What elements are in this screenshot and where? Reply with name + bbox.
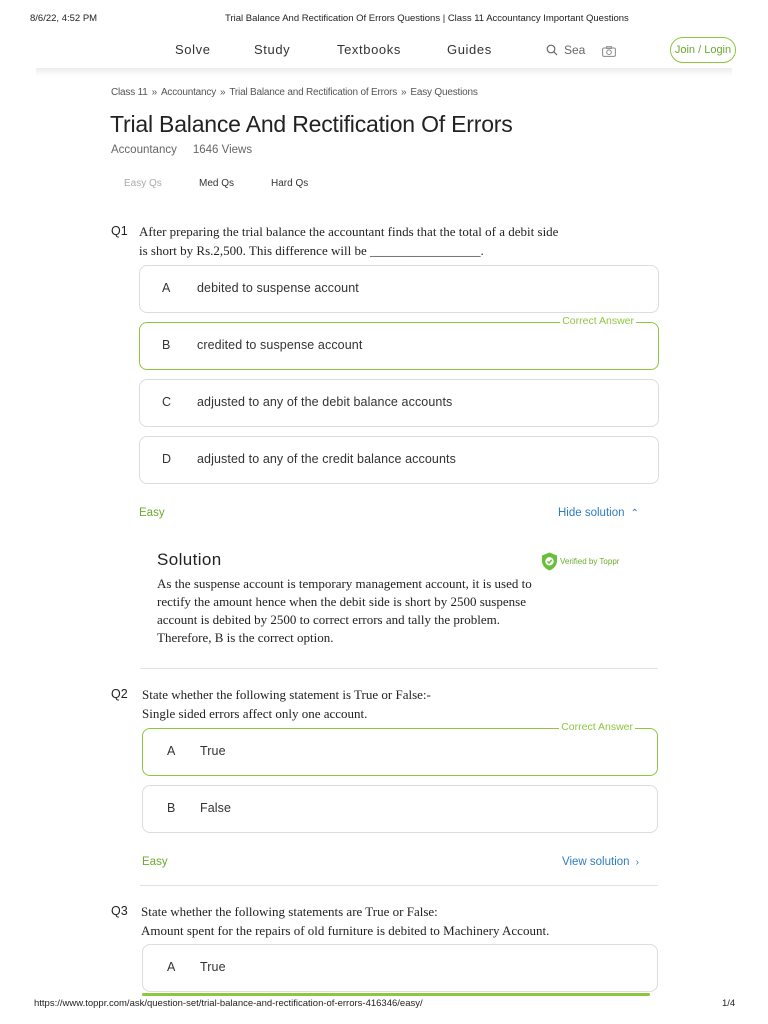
search-input[interactable] [546,43,585,57]
option-text: debited to suspense account [197,281,359,295]
option-text: adjusted to any of the credit balance accounts [197,452,456,466]
question-line: State whether the following statements are True or False: [141,904,438,919]
question-number: Q2 [111,687,128,701]
join-login-button[interactable]: Join / Login [670,37,736,63]
solution-line: Therefore, B is the correct option. [157,630,334,645]
print-datetime: 8/6/22, 4:52 PM [30,13,98,24]
breadcrumb-separator: » [401,87,407,98]
question-line: After preparing the trial balance the accountant finds that the total of a debit side [139,224,559,239]
question-line: is short by Rs.2,500. This difference will be _________________. [139,243,484,258]
option-text: credited to suspense account [197,338,363,352]
question-text [139,222,558,260]
divider [140,885,658,886]
views-count: 1646 Views [192,144,253,156]
breadcrumb-item-subject[interactable]: Accountancy [160,87,217,98]
option-a[interactable] [142,721,658,776]
nav-guides[interactable]: Guides [447,42,492,57]
breadcrumb [111,87,478,98]
verified-badge [541,552,619,571]
solution-line: As the suspense account is temporary management account, it is used to [157,576,532,591]
tab-hard[interactable]: Hard Qs [271,178,309,189]
breadcrumb-item-class[interactable]: Class 11 [111,87,148,98]
toggle-label: Hide solution [558,507,625,519]
option-text: True [200,744,226,758]
option-text: True [200,960,226,974]
question-text [141,902,549,940]
verified-text: Verified by Toppr [560,557,620,566]
question-line: Single sided errors affect only one account. [142,706,368,721]
tab-easy[interactable]: Easy Qs [124,178,162,189]
option-letter: B [167,801,176,815]
question-number: Q3 [111,904,128,918]
option-letter: A [167,960,176,974]
divider [140,668,658,669]
option-letter: B [162,338,171,352]
correct-answer-badge: Correct Answer [562,315,634,327]
next-option-border [142,993,650,996]
option-b[interactable] [142,785,658,833]
hide-solution-button[interactable] [558,507,639,519]
search-icon [546,44,558,56]
question-number: Q1 [111,224,128,238]
option-text: adjusted to any of the debit balance accounts [197,395,453,409]
top-nav [0,36,768,70]
correct-answer-badge: Correct Answer [561,721,633,733]
print-url: https://www.toppr.com/ask/question-set/trial-balance-and-rectification-of-errors-416346/easy/ [34,998,423,1009]
page-title: Trial Balance And Rectification Of Errors [110,111,513,137]
option-b[interactable] [139,315,659,370]
option-letter: A [162,281,171,295]
nav-textbooks[interactable]: Textbooks [337,42,401,57]
option-text: False [200,801,232,815]
option-letter: A [167,744,176,758]
search-placeholder: Sea [564,43,586,57]
solution-line: account is debited by 2500 to correct errors and tally the problem. [157,612,500,627]
print-title: Trial Balance And Rectification Of Errors Questions | Class 11 Accountancy Important Questions [225,13,629,24]
option-a[interactable] [142,944,658,992]
nav-study[interactable]: Study [254,42,291,57]
breadcrumb-item-chapter[interactable]: Trial Balance and Rectification of Errors [229,87,398,98]
shield-check-icon [541,552,558,571]
question-line: State whether the following statement is True or False:- [142,687,431,702]
nav-shadow [36,68,732,76]
option-d[interactable] [139,436,659,484]
question-text [142,685,431,723]
option-letter: C [162,395,172,409]
difficulty-label: Easy [142,856,168,868]
nav-solve[interactable]: Solve [175,42,211,57]
question-line: Amount spent for the repairs of old furniture is debited to Machinery Account. [141,923,550,938]
solution-text [157,575,532,647]
chevron-up-icon: ⌃ [630,508,639,519]
option-a[interactable] [139,265,659,313]
breadcrumb-item-level[interactable]: Easy Questions [410,87,478,98]
tab-medium[interactable]: Med Qs [199,178,235,189]
camera-icon[interactable] [602,44,616,62]
option-letter: D [162,452,172,466]
option-c[interactable] [139,379,659,427]
difficulty-label: Easy [139,507,165,519]
print-page-number: 1/4 [722,998,736,1009]
chevron-right-icon: › [635,857,639,868]
breadcrumb-separator: » [220,87,226,98]
solution-title: Solution [157,550,222,569]
breadcrumb-separator: » [151,87,157,98]
page-meta [111,144,252,156]
subject-label[interactable]: Accountancy [111,144,177,156]
toggle-label: View solution [562,856,630,868]
view-solution-button[interactable] [562,856,639,868]
solution-line: rectify the amount hence when the debit side is short by 2500 suspense [157,594,526,609]
